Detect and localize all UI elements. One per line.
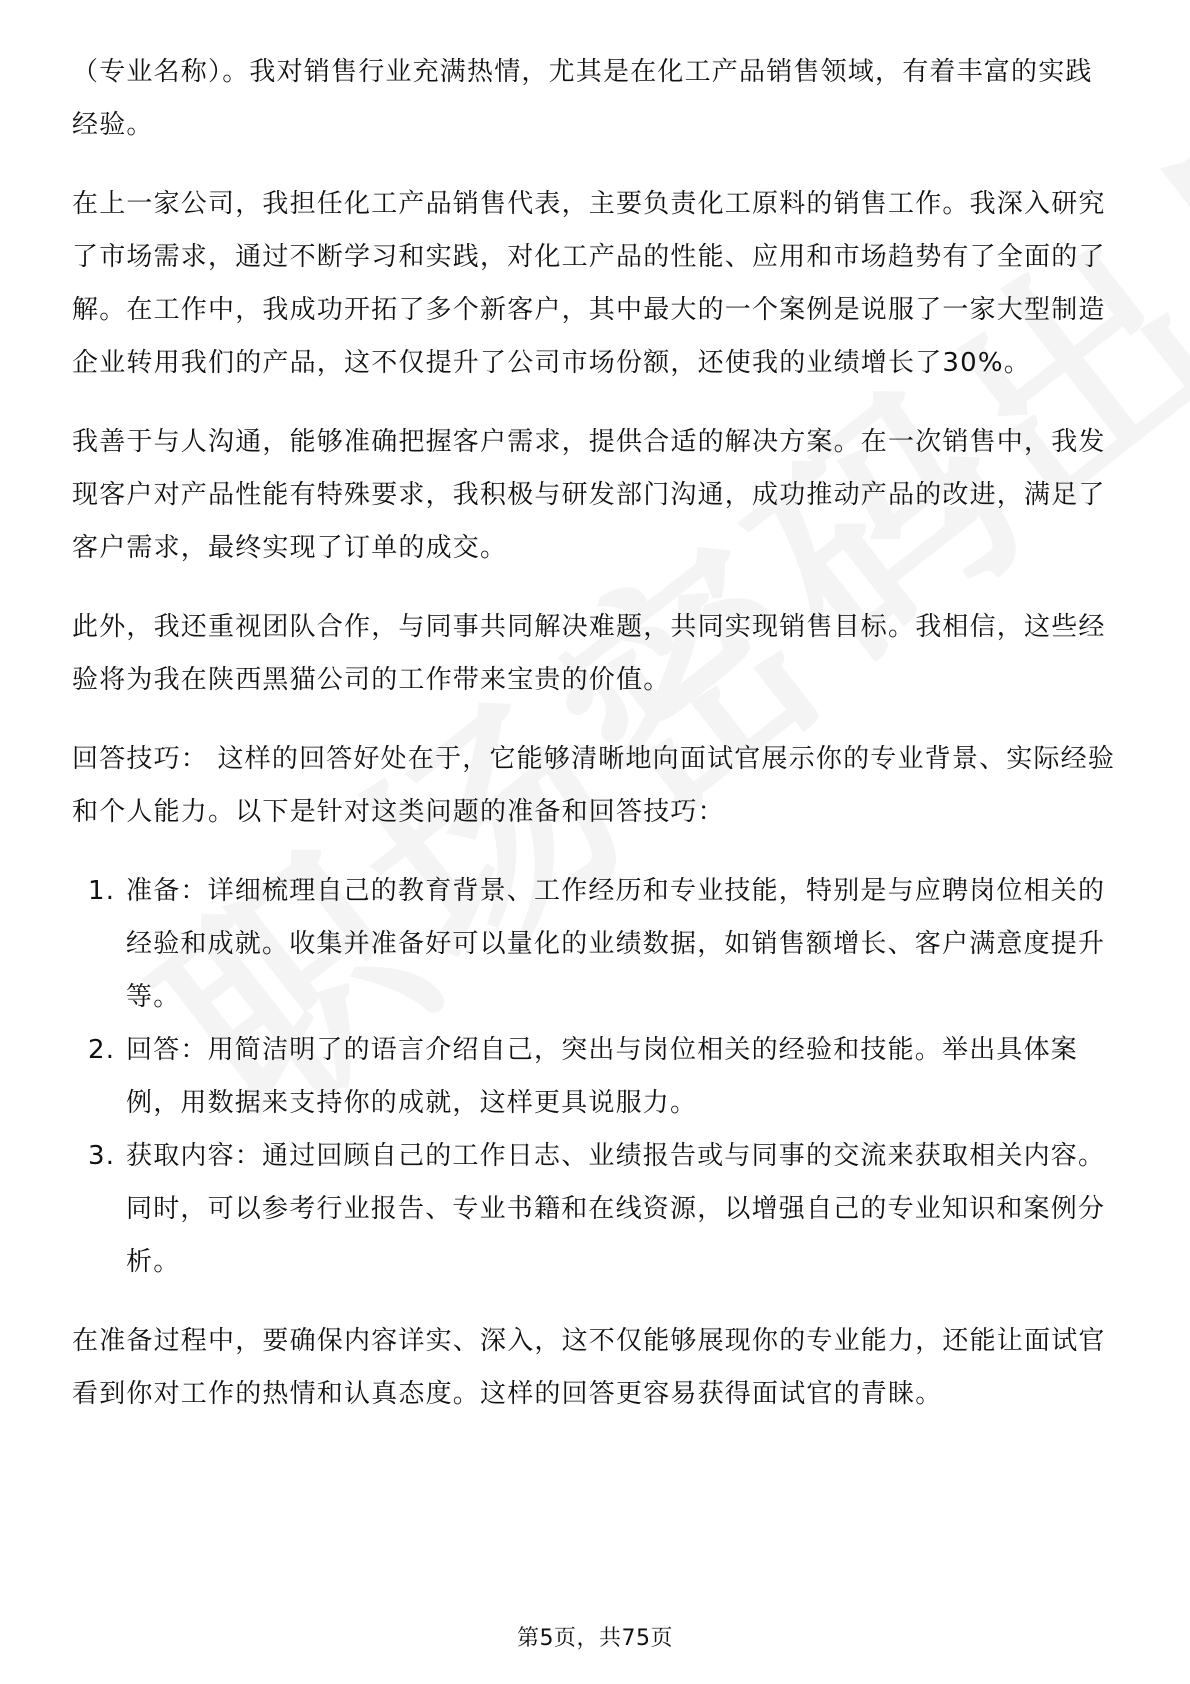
list-item-text: 准备：详细梳理自己的教育背景、工作经历和专业技能，特别是与应聘岗位相关的经验和成就。收集并准备好可以量化的业绩数据，如销售额增长、客户满意度提升等。 xyxy=(126,876,1106,1012)
page-number: 第5页，共75页 xyxy=(517,1626,673,1651)
paragraph-teamwork: 此外，我还重视团队合作，与同事共同解决难题，共同实现销售目标。我相信，这些经验将为我在陕西黑猫公司的工作带来宝贵的价值。 xyxy=(72,612,1106,695)
list-item-text: 获取内容：通过回顾自己的工作日志、业绩报告或与同事的交流来获取相关内容。同时，可以参考行业报告、专业书籍和在线资源，以增强自己的专业知识和案例分析。 xyxy=(126,1141,1106,1277)
paragraph-intro: （专业名称）。我对销售行业充满热情，尤其是在化工产品销售领域，有着丰富的实践经验。 xyxy=(72,57,1093,140)
list-item-text: 回答：用简洁明了的语言介绍自己，突出与岗位相关的经验和技能。举出具体案例，用数据来支持你的成就，这样更具说服力。 xyxy=(126,1035,1079,1118)
list-item-number: 1. xyxy=(88,876,116,906)
document-body xyxy=(72,46,1118,1447)
paragraph-answer-tips: 回答技巧： 这样的回答好处在于，它能够清晰地向面试官展示你的专业背景、实际经验和个人能力。以下是针对这类问题的准备和回答技巧： xyxy=(72,744,1116,827)
list-item xyxy=(72,1024,1118,1130)
tips-list xyxy=(72,865,1118,1289)
paragraph-communication: 我善于与人沟通，能够准确把握客户需求，提供合适的解决方案。在一次销售中，我发现客户对产品性能有特殊要求，我积极与研发部门沟通，成功推动产品的改进，满足了客户需求，最终实现了订单的成交。 xyxy=(72,427,1106,563)
paragraph-experience: 在上一家公司，我担任化工产品销售代表，主要负责化工原料的销售工作。我深入研究了市场需求，通过不断学习和实践，对化工产品的性能、应用和市场趋势有了全面的了解。在工作中，我成功开拓了多个新客户，其中最大的一个案例是说服了一家大型制造企业转用我们的产品，这不仅提升了公司市场份额，还使我的业绩增长了30%。 xyxy=(72,189,1106,378)
list-item xyxy=(72,1130,1118,1289)
list-item-number: 3. xyxy=(88,1141,116,1171)
list-item xyxy=(72,865,1118,1024)
paragraph-conclusion: 在准备过程中，要确保内容详实、深入，这不仅能够展现你的专业能力，还能让面试官看到你对工作的热情和认真态度。这样的回答更容易获得面试官的青睐。 xyxy=(72,1326,1106,1409)
list-item-number: 2. xyxy=(88,1035,116,1065)
